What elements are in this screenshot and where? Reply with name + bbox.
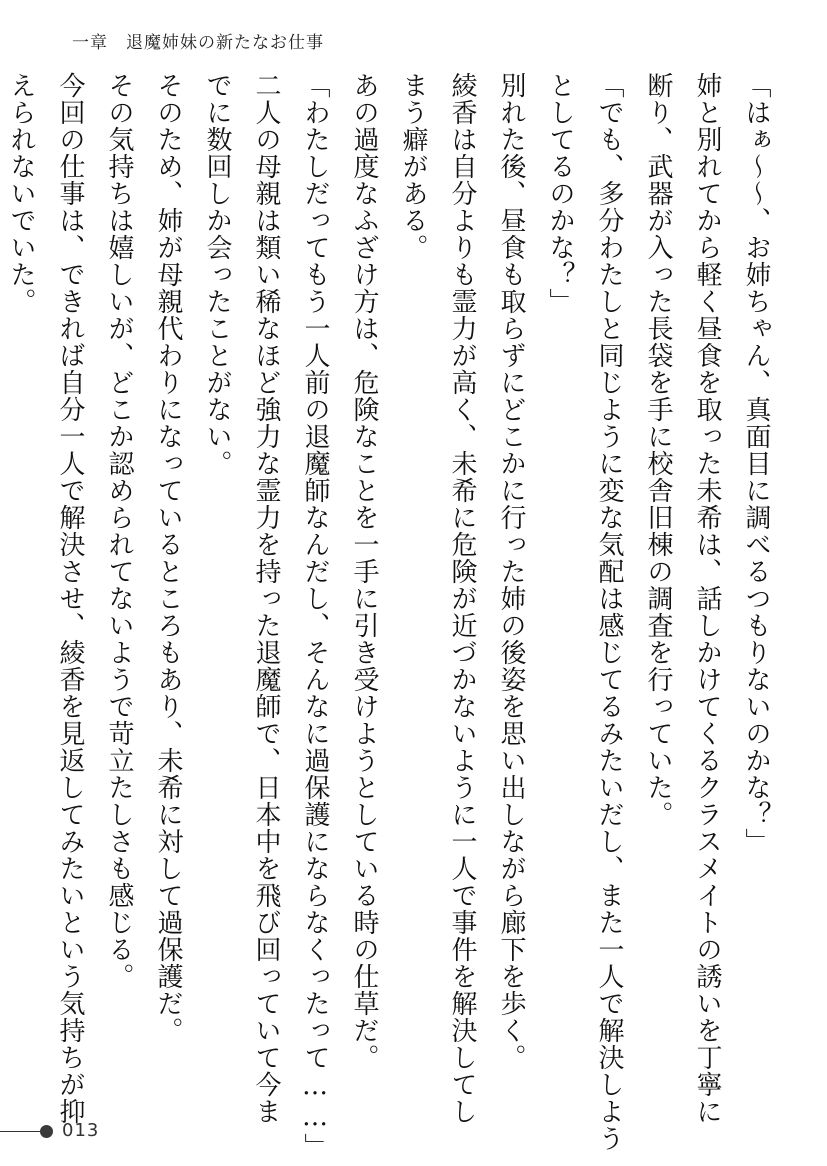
text-line: としてるのかな？」 [545,72,575,315]
text-line: 姉と別れてから軽く昼食を取った未希は、話しかけてくるクラスメイトの誘いを丁寧に [692,72,722,1125]
chapter-title: 一章 退魔姉妹の新たなお仕事 [72,33,324,53]
text-line: 別れた後、昼食も取らずにどこかに行った姉の後姿を思い出しながら廊下を歩く。 [496,72,526,1071]
text-line: えられないでいた。 [6,72,36,315]
footer-rule [0,1131,44,1132]
bullet-dot-icon [40,1125,53,1138]
text-line: 断り、武器が入った長袋を手に校舎旧棟の調査を行っていた。 [643,72,673,828]
text-line: 二人の母親は類い稀なほど強力な霊力を持った退魔師で、日本中を飛び回っていて今ま [251,72,281,1125]
page-footer [0,1120,200,1144]
text-line: 今回の仕事は、できれば自分一人で解決させ、綾香を見返してみたいという気持ちが抑 [55,72,85,1125]
text-line: まう癖がある。 [398,72,428,261]
text-line: 「でも、多分わたしと同じように変な気配は感じてるみたいだし、また一人で解決しよう [594,72,624,1152]
text-line: そのため、姉が母親代わりになっているところもあり、未希に対して過保護だ。 [153,72,183,1044]
text-line: でに数回しか会ったことがない。 [202,72,232,477]
text-line: 綾香は自分よりも霊力が高く、未希に危険が近づかないように一人で事件を解決してし [447,72,477,1125]
page-number: 013 [62,1120,100,1141]
text-line: あの過度なふざけ方は、危険なことを一手に引き受けようとしている時の仕草だ。 [349,72,379,1071]
text-line: 「わたしだってもう一人前の退魔師なんだし、そんなに過保護にならなくったって……」 [300,72,330,1160]
text-line: その気持ちは嬉しいが、どこか認められてないようで苛立たしさも感じる。 [104,72,134,990]
text-line: 「はぁ〜〜、お姉ちゃん、真面目に調べるつもりないのかな？」 [741,72,771,855]
